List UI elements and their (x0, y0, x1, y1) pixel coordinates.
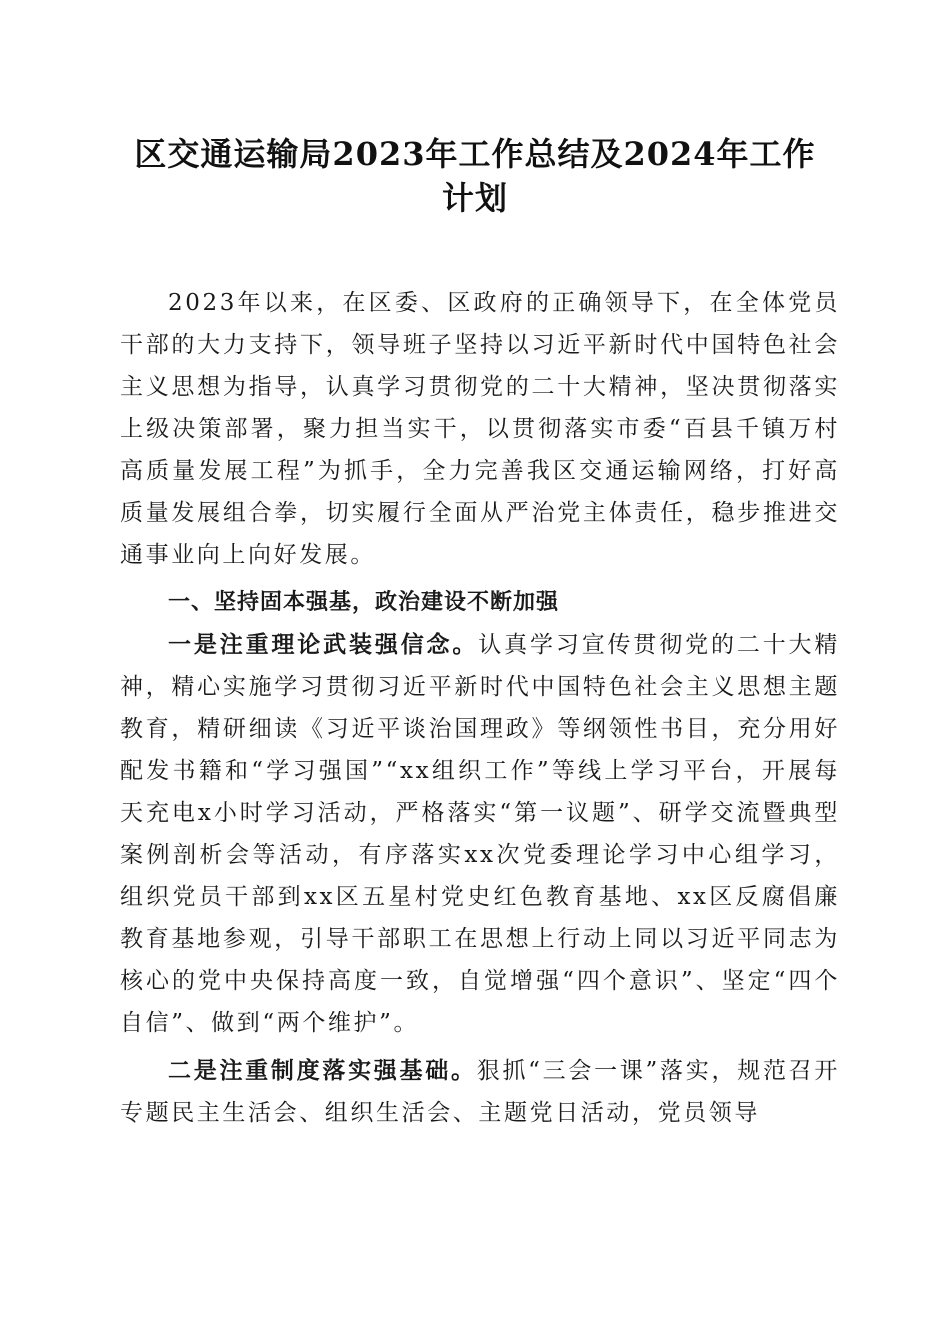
section1-paragraph-1 (120, 624, 840, 1044)
document-body (120, 282, 840, 1134)
paragraph-lead: 二是注重制度落实强基础。 (168, 1057, 477, 1084)
paragraph-body: 狠抓“三会一课”落实，规范召开专题民主生活会、组织生活会、主题党日活动，党员领导 (120, 1058, 840, 1126)
intro-paragraph: 2023年以来，在区委、区政府的正确领导下，在全体党员干部的大力支持下，领导班子坚持以习近平新时代中国特色社会主义思想为指导，认真学习贯彻党的二十大精神，坚决贯彻落实上级决策部署，聚力担当实干，以贯彻落实市委“百县千镇万村高质量发展工程”为抓手，全力完善我区交通运输网络，打好高质量发展组合拳，切实履行全面从严治党主体责任，稳步推进交通事业向上向好发展。 (120, 290, 840, 568)
section1-paragraph-2 (120, 1050, 840, 1134)
paragraph-body: 认真学习宣传贯彻党的二十大精神，精心实施学习贯彻习近平新时代中国特色社会主义思想主题教育，精研细读《习近平谈治国理政》等纲领性书目，充分用好配发书籍和“学习强国”“xx组织工作”等线上学习平台，开展每天充电x小时学习活动，严格落实“第一议题”、研学交流暨典型案例剖析会等活动，有序落实xx次党委理论学习中心组学习，组织党员干部到xx区五星村党史红色教育基地、xx区反腐倡廉教育基地参观，引导干部职工在思想上行动上同以习近平同志为核心的党中央保持高度一致，自觉增强“四个意识”、坚定“四个自信”、做到“两个维护”。 (120, 632, 841, 1036)
paragraph-lead: 一是注重理论武装强信念。 (168, 631, 479, 658)
section-heading-1: 一、坚持固本强基，政治建设不断加强 (168, 590, 560, 615)
document-title (100, 132, 850, 220)
title-line-1: 区交通运输局2023年工作总结及2024年工作 (134, 135, 816, 173)
title-line-2: 计划 (441, 179, 508, 217)
